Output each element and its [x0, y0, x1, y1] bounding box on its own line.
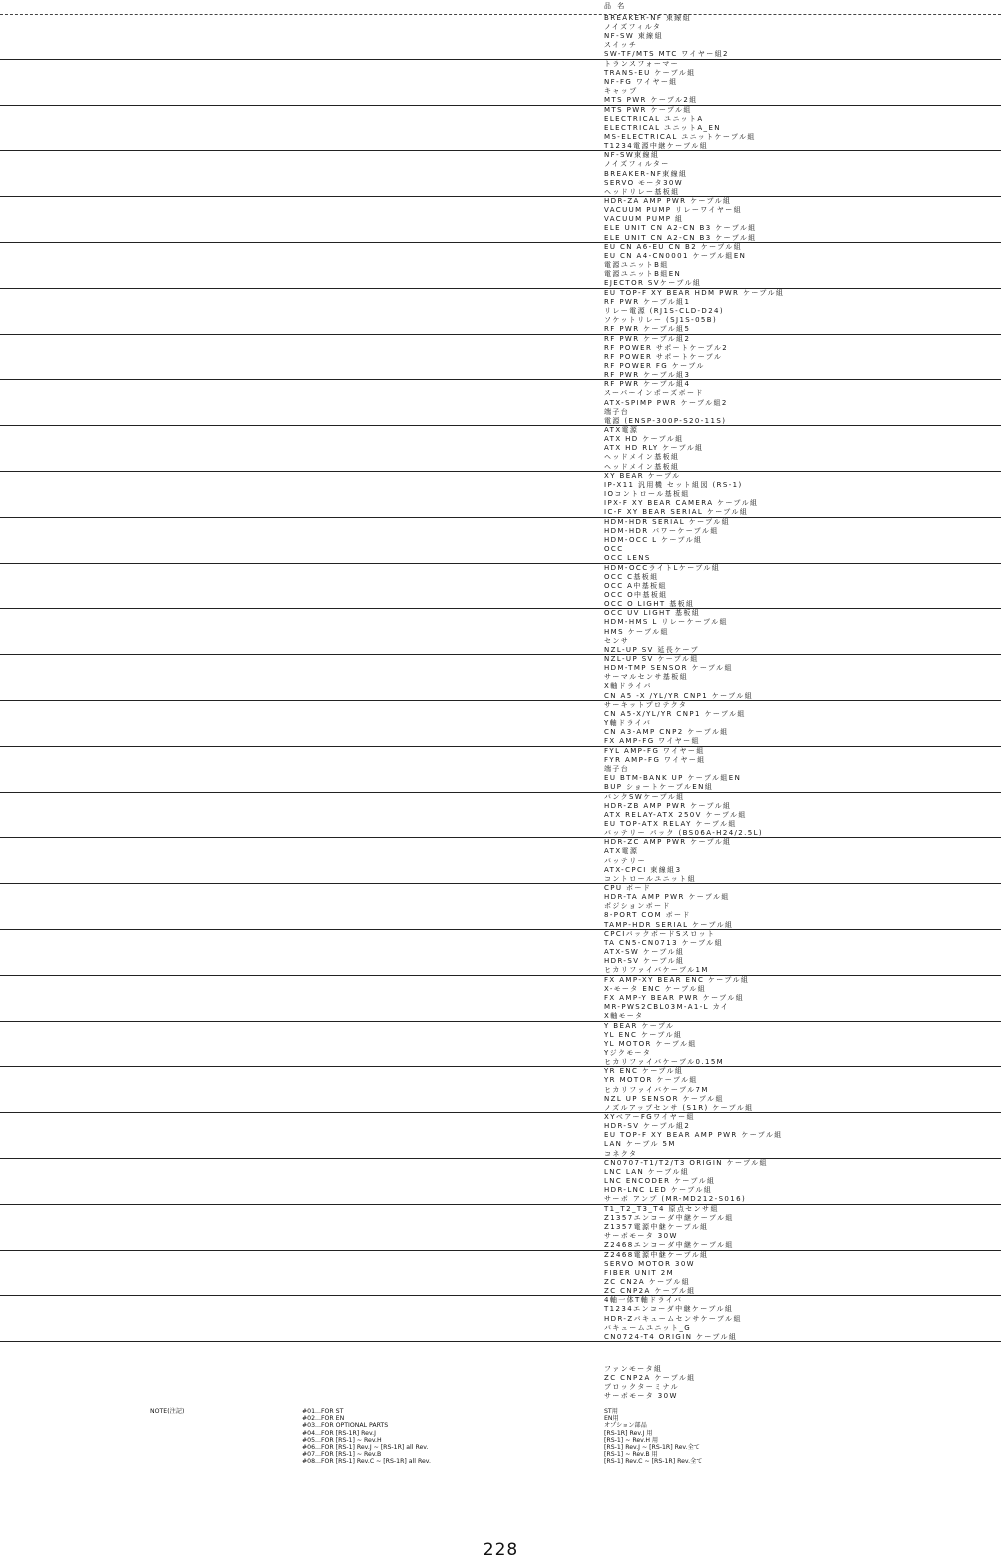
parts-group-items [604, 472, 758, 517]
parts-group-items [604, 1067, 754, 1112]
part-name: 端子台 [604, 764, 630, 773]
part-name: X-モータ ENC ケーブル組 [604, 984, 707, 993]
part-name: バッテリー パック (BS06A-H24/2.5L) [604, 828, 764, 837]
parts-group-items [604, 1022, 724, 1067]
part-name: トランスフォーマー [604, 59, 680, 68]
part-name: ノズルアップセンサ (S1R) ケーブル組 [604, 1103, 754, 1112]
parts-group-items [604, 289, 784, 334]
part-name: HDM-HMS L リレーケーブル組 [604, 618, 728, 627]
part-name: サーキットプロテクタ [604, 700, 688, 709]
part-name: ファンモータ組 [604, 1365, 663, 1373]
parts-group [0, 472, 1001, 518]
parts-group [0, 1067, 1001, 1113]
note-description: [RS-1R] Rev.J 用 [604, 1429, 653, 1437]
part-name: RF PWR ケーブル組4 [604, 380, 691, 389]
part-name: HDM-HDR パワーケーブル組 [604, 526, 719, 535]
part-name: Z2468電源中継ケーブル組 [604, 1250, 709, 1259]
part-name: OCC LENS [604, 554, 651, 563]
part-name: RF POWER サポートケーブル [604, 352, 723, 361]
parts-group [0, 1113, 1001, 1159]
parts-group-items [604, 1113, 783, 1158]
part-name: FX AMP-FG ワイヤー組 [604, 737, 700, 746]
part-name: EJECTOR SVケーブル組 [604, 279, 702, 288]
part-name: YL MOTOR ケーブル組 [604, 1039, 697, 1048]
part-name: Z1357エンコーダ中継ケーブル組 [604, 1213, 734, 1222]
parts-group-items [604, 1296, 742, 1341]
part-name: ヘッドリレー基板組 [604, 187, 680, 196]
part-name: Y軸ドライバ [604, 719, 652, 728]
part-name: バンクSWケーブル組 [604, 792, 685, 801]
part-name: HDM-OCCライトLケーブル組 [604, 563, 721, 572]
part-name: HDR-TA AMP PWR ケーブル組 [604, 893, 730, 902]
part-name: SERVO MOTOR 30W [604, 1259, 695, 1268]
part-name: RF PWR ケーブル組1 [604, 297, 691, 306]
part-name: ヘッドメイン基板組 [604, 462, 680, 471]
part-name: スーパーインポーズボード [604, 389, 704, 398]
part-name: ヒカリファイバケーブル7M [604, 1085, 709, 1094]
part-name: SERVO モータ30W [604, 178, 684, 187]
part-name: TRANS-EU ケーブル組 [604, 68, 696, 77]
parts-group [0, 838, 1001, 884]
note-code: #07...FOR [RS-1] ~ Rev.B [302, 1451, 382, 1459]
part-name: ノイズフィルタ [604, 23, 662, 32]
part-name: ATX RELAY-ATX 250V ケーブル組 [604, 810, 747, 819]
part-name: ATX-SPIMP PWR ケーブル組2 [604, 398, 728, 407]
part-name: ATX電源 [604, 426, 639, 435]
part-name: X軸ドライバ [604, 682, 652, 691]
part-name: FIBER UNIT 2M [604, 1268, 675, 1277]
part-name: サーマルセンサ基板組 [604, 673, 688, 682]
parts-group [0, 655, 1001, 701]
part-name: BREAKER-NF 束線組 [604, 14, 692, 22]
part-name: IPX-F XY BEAR CAMERA ケーブル組 [604, 499, 759, 508]
parts-group [0, 1159, 1001, 1205]
parts-group-items [604, 335, 728, 380]
note-description: ST用 [604, 1408, 618, 1415]
parts-group-items [604, 243, 746, 288]
parts-group-items [604, 1365, 696, 1401]
parts-group-items [604, 197, 757, 242]
part-name: EU BTM-BANK UP ケーブル組EN [604, 774, 742, 783]
part-name: ZC CNP2A ケーブル組 [604, 1374, 696, 1383]
part-name: スイッチ [604, 41, 638, 50]
part-name: 電源 (ENSP-300P-S20-11S) [604, 416, 727, 425]
parts-group-items [604, 380, 728, 425]
note-description: [RS-1] Rev.C ~ [RS-1R] Rev.全て [604, 1458, 703, 1466]
part-name: VACUUM PUMP 組 [604, 215, 684, 224]
part-name: BUP ショートケーブルEN組 [604, 783, 714, 792]
part-name: ヒカリファイバケーブル1M [604, 966, 709, 975]
parts-table [0, 14, 1001, 1342]
part-name: LNC LAN ケーブル組 [604, 1168, 690, 1177]
part-name: ELE UNIT CN A2-CN B3 ケーブル組 [604, 224, 757, 233]
parts-group [0, 1296, 1001, 1342]
part-name: RF PWR ケーブル組5 [604, 325, 691, 334]
part-name: OCC UV LIGHT 基板組 [604, 609, 701, 618]
part-name: MTS PWR ケーブル2組 [604, 96, 698, 105]
parts-group-items [604, 793, 763, 838]
part-name: CN0724-T4 ORIGIN ケーブル組 [604, 1332, 738, 1341]
note-description: オプション部品 [604, 1422, 647, 1430]
part-name: FX AMP-XY BEAR ENC ケーブル組 [604, 975, 750, 984]
notes-title-text: NOTE(注記) [150, 1408, 185, 1415]
notes-descriptions [604, 1408, 702, 1466]
parts-group [0, 1022, 1001, 1068]
part-name: HDM-OCC L ケーブル組 [604, 535, 703, 544]
parts-group [0, 243, 1001, 289]
part-name: NZL-UP SV ケーブル組 [604, 655, 699, 664]
parts-group [0, 609, 1001, 655]
part-name: ポジションボード [604, 902, 671, 911]
part-name: バキュームユニット_G [604, 1323, 692, 1332]
part-name: VACUUM PUMP リレーワイヤー組 [604, 206, 743, 215]
parts-group-items [604, 1205, 734, 1250]
parts-group-items [604, 655, 753, 700]
part-name: T1234電源中継ケーブル組 [604, 141, 709, 150]
part-name: MR-PWS2CBL03M-A1-L カイ [604, 1003, 730, 1012]
parts-group [0, 1205, 1001, 1251]
part-name: ヒカリファイバケーブル0.15M [604, 1057, 725, 1066]
parts-group [0, 106, 1001, 152]
part-name: 8-PORT COM ボード [604, 911, 691, 920]
parts-group [0, 380, 1001, 426]
part-name: ノイズフィルター [604, 160, 670, 169]
part-name: Z2468エンコーダ中継ケーブル組 [604, 1241, 734, 1250]
part-name: MS-ELECTRICAL ユニットケーブル組 [604, 132, 756, 141]
part-name: サーボモータ 30W [604, 1232, 678, 1240]
parts-group-items [604, 884, 733, 929]
part-name: Z1357電源中継ケーブル組 [604, 1222, 709, 1231]
part-name: CN A5-X/YL/YR CNP1 ケーブル組 [604, 710, 746, 719]
part-name: ELECTRICAL ユニットA_EN [604, 123, 721, 132]
parts-group [0, 747, 1001, 793]
parts-group-items [604, 14, 729, 59]
part-name: YR MOTOR ケーブル組 [604, 1076, 698, 1085]
note-description: EN用 [604, 1415, 619, 1423]
part-name: HDR-SV ケーブル組 [604, 957, 685, 966]
parts-group [0, 335, 1001, 381]
notes-codes [302, 1408, 431, 1466]
part-name: 4軸一体T軸ドライバ [604, 1296, 683, 1305]
part-name: XY BEAR ケーブル [604, 471, 681, 480]
part-name: サーボ アンプ (MR-MD212-S016) [604, 1195, 747, 1204]
part-name: RF PWR ケーブル組3 [604, 370, 691, 379]
part-name: HMS ケーブル組 [604, 627, 669, 636]
part-name: ソケットリレー (SJ1S-05B) [604, 316, 718, 325]
column-label-part-name: 品 名 [604, 2, 627, 10]
part-name: ZC CN2A ケーブル組 [604, 1277, 691, 1286]
parts-group-items [604, 564, 720, 609]
parts-group-items [604, 701, 746, 746]
part-name: MTS PWR ケーブル組 [604, 105, 692, 114]
part-name: CN A5 -X /YL/YR CNP1 ケーブル組 [604, 691, 754, 700]
part-name: ATX-CPCI 束線組3 [604, 865, 682, 874]
part-name: IOコントロール基板組 [604, 490, 690, 499]
notes-title [150, 1408, 184, 1415]
part-name: SW-TF/MTS MTC ワイヤー組2 [604, 50, 729, 59]
parts-group-items [604, 426, 704, 471]
part-name: TAMP-HDR SERIAL ケーブル組 [604, 920, 734, 929]
part-name: T1_T2_T3_T4 原点センサ組 [604, 1204, 719, 1213]
part-name: RF PWR ケーブル組2 [604, 334, 691, 343]
part-name: EU CN A4-CN0001 ケーブル組EN [604, 252, 747, 261]
parts-group [0, 976, 1001, 1022]
part-name: RF POWER サポートケーブル2 [604, 343, 729, 352]
part-name: LAN ケーブル 5M [604, 1140, 676, 1149]
part-name: ATX-SW ケーブル組 [604, 948, 685, 957]
note-code: #01...FOR ST [302, 1408, 344, 1415]
part-name: サーボモータ 30W [604, 1392, 678, 1401]
parts-group [0, 884, 1001, 930]
part-name: HDR-LNC LED ケーブル組 [604, 1186, 713, 1195]
part-name: TA CN5-CN0713 ケーブル組 [604, 939, 723, 948]
parts-group-items [604, 151, 687, 196]
part-name: HDR-ZA AMP PWR ケーブル組 [604, 197, 732, 206]
parts-group-items [604, 1251, 709, 1296]
note-code: #08...FOR [RS-1] Rev.C ~ [RS-1R] all Rev. [302, 1458, 431, 1466]
part-name: キャップ [604, 87, 638, 96]
part-name: CN A3-AMP CNP2 ケーブル組 [604, 728, 729, 737]
part-name: T1234エンコーダ中継ケーブル組 [604, 1305, 734, 1314]
parts-group [0, 793, 1001, 839]
part-name: NF-SW束線組 [604, 151, 660, 160]
part-name: ZC CNP2A ケーブル組 [604, 1286, 696, 1295]
part-name: 端子台 [604, 407, 630, 416]
parts-group-items [604, 976, 749, 1021]
part-name: バッテリー [604, 856, 646, 865]
part-name: HDR-Zバキュームセンサケーブル組 [604, 1314, 742, 1323]
note-code: #04...FOR [RS-1R] Rev.J [302, 1429, 376, 1437]
part-name: OCC [604, 545, 624, 554]
parts-group-items [604, 518, 730, 563]
part-name: EU TOP-F XY BEAR AMP PWR ケーブル組 [604, 1131, 783, 1140]
part-name: OCC A中基板組 [604, 581, 667, 590]
part-name: FYR AMP-FG ワイヤー組 [604, 755, 706, 764]
part-name: Y BEAR ケーブル [604, 1021, 675, 1030]
part-name: HDR-SV ケーブル組2 [604, 1122, 691, 1131]
part-name: OCC O LIGHT 基板組 [604, 599, 695, 608]
parts-group-items [604, 747, 741, 792]
part-name: XYベアーFGワイヤー組 [604, 1113, 695, 1122]
part-name: 電源ユニットB組EN [604, 270, 682, 279]
part-name: ATX電源 [604, 847, 639, 856]
note-code: #05...FOR [RS-1] ~ Rev.H [302, 1436, 382, 1444]
part-name: コントロールユニット組 [604, 874, 696, 883]
part-name: LNC ENCODER ケーブル組 [604, 1177, 716, 1186]
part-name: リレー電源 (RJ1S-CLD-D24) [604, 306, 725, 315]
part-name: YL ENC ケーブル組 [604, 1030, 683, 1039]
part-name: HDM-TMP SENSOR ケーブル組 [604, 664, 733, 673]
parts-group [0, 426, 1001, 472]
part-name: CN0707-T1/T2/T3 ORIGIN ケーブル組 [604, 1158, 768, 1167]
part-name: NF-FG ワイヤー組 [604, 77, 678, 86]
part-name: YR ENC ケーブル組 [604, 1067, 684, 1076]
note-code: #06...FOR [RS-1] Rev.J ~ [RS-1R] all Rev. [302, 1444, 429, 1452]
part-name: ブロックターミナル [604, 1383, 679, 1392]
parts-group [0, 60, 1001, 106]
part-name: EU TOP-ATX RELAY ケーブル組 [604, 819, 737, 828]
part-name: EU CN A6-EU CN B2 ケーブル組 [604, 242, 743, 251]
parts-group-items [604, 838, 732, 883]
parts-group [0, 564, 1001, 610]
note-description: [RS-1] ~ Rev.H 用 [604, 1436, 659, 1444]
part-name: CPCIバックボードSスロット [604, 929, 716, 938]
part-name: BREAKER-NF束線組 [604, 169, 688, 178]
table-header [0, 0, 1001, 15]
part-name: X軸モータ [604, 1012, 644, 1021]
part-name: ATX HD ケーブル組 [604, 435, 684, 444]
parts-group [0, 151, 1001, 197]
part-name: FX AMP-Y BEAR PWR ケーブル組 [604, 993, 745, 1002]
parts-group [0, 197, 1001, 243]
parts-group-items [604, 60, 698, 105]
part-name: NZL UP SENSOR ケーブル組 [604, 1094, 724, 1103]
parts-group [0, 518, 1001, 564]
part-name: Yジクモータ [604, 1048, 652, 1057]
part-name: CPU ボード [604, 884, 652, 893]
parts-group [0, 930, 1001, 976]
part-name: センサ [604, 636, 630, 645]
part-name: コネクタ [604, 1149, 638, 1158]
parts-group-items [604, 106, 756, 151]
part-name: NZL-UP SV 延長ケーブ [604, 645, 700, 654]
part-name: ELE UNIT CN A2-CN B3 ケーブル組 [604, 233, 757, 242]
part-name: 電源ユニットB組 [604, 261, 669, 270]
page-number: 228 [482, 1540, 519, 1560]
note-description: [RS-1] Rev.J ~ [RS-1R] Rev.全て [604, 1444, 700, 1452]
note-code: #02...FOR EN [302, 1415, 345, 1423]
part-name: HDR-ZC AMP PWR ケーブル組 [604, 838, 732, 847]
part-name: EU TOP-F XY BEAR HDM PWR ケーブル組 [604, 288, 785, 297]
part-name: NF-SW 束線組 [604, 32, 663, 41]
part-name: OCC O中基板組 [604, 590, 668, 599]
part-name: HDR-ZB AMP PWR ケーブル組 [604, 801, 732, 810]
note-code: #03...FOR OPTIONAL PARTS [302, 1422, 389, 1430]
part-name: ELECTRICAL ユニットA [604, 114, 704, 123]
part-name: ATX HD RLY ケーブル組 [604, 444, 704, 453]
parts-group [0, 701, 1001, 747]
parts-group-items [604, 1159, 768, 1204]
parts-group [0, 289, 1001, 335]
parts-group [0, 1251, 1001, 1297]
note-description: [RS-1] ~ Rev.B 用 [604, 1451, 658, 1459]
part-name: RF POWER FG ケーブル [604, 361, 705, 370]
part-name: FYL AMP-FG ワイヤー組 [604, 746, 705, 755]
part-name: ヘッドメイン基板組 [604, 453, 680, 462]
parts-group [0, 14, 1001, 60]
part-name: OCC C基板組 [604, 572, 659, 581]
parts-group-items [604, 930, 723, 975]
part-name: HDM-HDR SERIAL ケーブル組 [604, 517, 731, 526]
parts-group-items [604, 609, 728, 654]
part-name: IP-X11 汎用機 セット組図 (RS-1) [604, 481, 743, 490]
part-name: IC-F XY BEAR SERIAL ケーブル組 [604, 508, 749, 517]
